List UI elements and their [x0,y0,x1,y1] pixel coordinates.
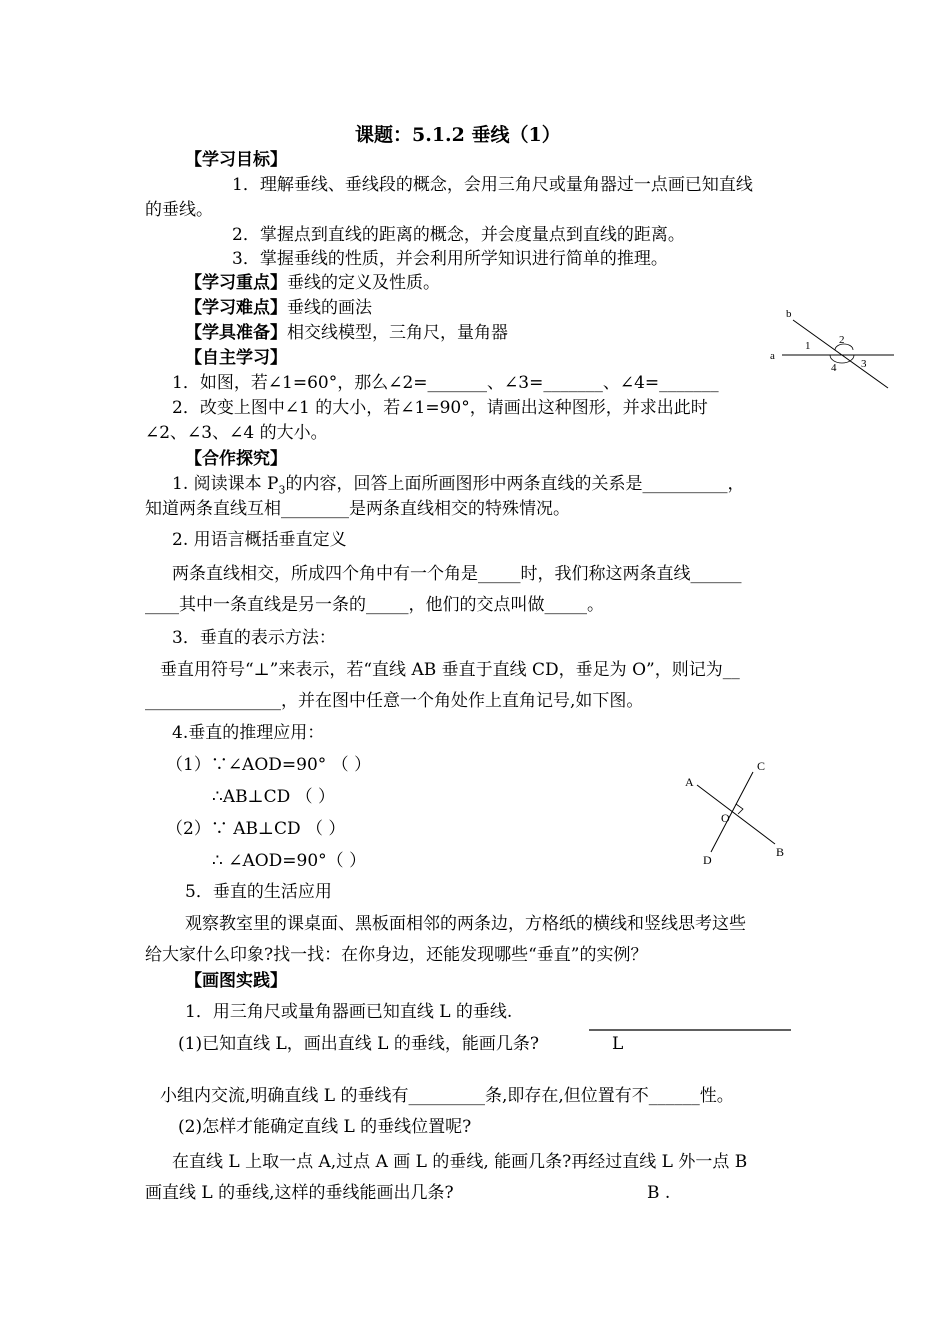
self-study-question-2-line-1: 2．改变上图中∠1 的大小，若∠1=90°，请画出这种图形，并求出此时 [172,398,708,418]
objectives-heading: 【学习目标】 [185,150,287,170]
life-application-line-1: 观察教室里的课桌面、黑板面相邻的两条边，方格纸的横线和竖线思考这些 [185,914,746,934]
reasoning-4: ∴ ∠AOD=90°（ ） [212,851,367,871]
label-point-b: B [776,845,785,859]
line-b [793,320,888,388]
reasoning-2: ∴AB⊥CD （ ） [212,787,336,807]
cooperative-question-3: 3．垂直的表示方法： [172,628,336,648]
reasoning-1: （1）∵∠AOD=90° （ ） [166,755,372,775]
self-study-question-1: 1．如图，若∠1=60°，那么∠2=_______、∠3=_______、∠4=_______ [172,373,719,393]
perpendicular-lines-figure [675,752,805,872]
difficulty [185,297,372,319]
difficulty-heading: 【学习难点】 [185,298,287,318]
cooperative-question-4: 4.垂直的推理应用： [172,723,325,743]
practice-question-1: 1．用三角尺或量角器画已知直线 L 的垂线. [185,1002,513,1022]
label-point-d: D [703,853,712,867]
key-point-text: 垂线的定义及性质。 [287,273,440,293]
objective-1-line-1: 1．理解垂线、垂线段的概念，会用三角尺或量角器过一点画已知直线 [232,175,753,195]
practice-question-1a: (1)已知直线 L，画出直线 L 的垂线，能画几条? [178,1034,539,1054]
practice-question-2-line-1: 在直线 L 上取一点 A,过点 A 画 L 的垂线, 能画几条?再经过直线 L 外一点 B [172,1152,748,1172]
label-2: 2 [839,334,845,346]
tools-heading: 【学具准备】 [185,323,287,343]
point-b-label: B . [647,1183,671,1203]
practice-heading: 【画图实践】 [185,971,287,991]
key-point [185,272,440,294]
practice-question-2: (2)怎样才能确定直线 L 的垂线位置呢? [178,1117,472,1137]
cooperative-question-1-line-2: 知道两条直线互相________是两条直线相交的特殊情况。 [145,499,570,519]
label-a: a [770,350,775,362]
line-cd [711,772,753,852]
life-application-line-2: 给大家什么印象?找一找：在你身边，还能发现哪些“垂直”的实例？ [145,945,648,965]
label-4: 4 [831,362,837,374]
label-b: b [786,308,792,320]
reasoning-3: （2）∵ AB⊥CD （ ） [166,819,346,839]
label-3: 3 [861,358,867,370]
practice-question-1b: 小组内交流,明确直线 L 的垂线有_________条,即存在,但位置有不______性。 [160,1086,734,1106]
cooperative-question-5: 5．垂直的生活应用 [185,882,332,902]
question-1-prefix: 1. 阅读课本 P [172,474,279,494]
label-1: 1 [805,340,811,352]
cooperative-heading: 【合作探究】 [185,449,287,469]
self-study-heading: 【自主学习】 [185,348,287,368]
right-angle-mark [736,804,743,814]
objective-1-line-2: 的垂线。 [145,200,213,220]
key-point-heading: 【学习重点】 [185,273,287,293]
tools-text: 相交线模型，三角尺，量角器 [287,323,508,343]
line-l-label: L [612,1034,624,1054]
line-ab [697,785,775,844]
label-point-a: A [685,775,694,789]
question-1-page-subscript: 3 [278,483,286,497]
definition-line-1: 两条直线相交，所成四个角中有一个角是_____时，我们称这两条直线______ [172,564,742,584]
definition-line-2: ____其中一条直线是另一条的_____，他们的交点叫做_____。 [145,595,604,615]
difficulty-text: 垂线的画法 [287,298,372,318]
given-line-l [588,1025,793,1033]
notation-line-1: 垂直用符号“⊥”来表示，若“直线 AB 垂直于直线 CD，垂足为 O”，则记为__ [160,660,740,680]
page-title: 课题：5.1.2 垂线（1） [355,124,561,146]
label-point-o: O [721,811,730,825]
question-1-suffix: 的内容，回答上面所画图形中两条直线的关系是__________， [285,474,745,494]
self-study-question-2-line-2: ∠2、∠3、∠4 的大小。 [145,423,328,443]
tools [185,322,508,344]
notation-line-2: ________________，并在图中任意一个角处作上直角记号,如下图。 [145,691,644,711]
intersecting-lines-figure [760,300,900,395]
cooperative-question-2: 2. 用语言概括垂直定义 [172,530,347,550]
practice-question-2-line-2: 画直线 L 的垂线,这样的垂线能画出几条? [145,1183,454,1203]
label-point-c: C [757,759,766,773]
objective-3: 3．掌握垂线的性质，并会利用所学知识进行简单的推理。 [232,249,668,269]
objective-2: 2．掌握点到直线的距离的概念，并会度量点到直线的距离。 [232,225,685,245]
